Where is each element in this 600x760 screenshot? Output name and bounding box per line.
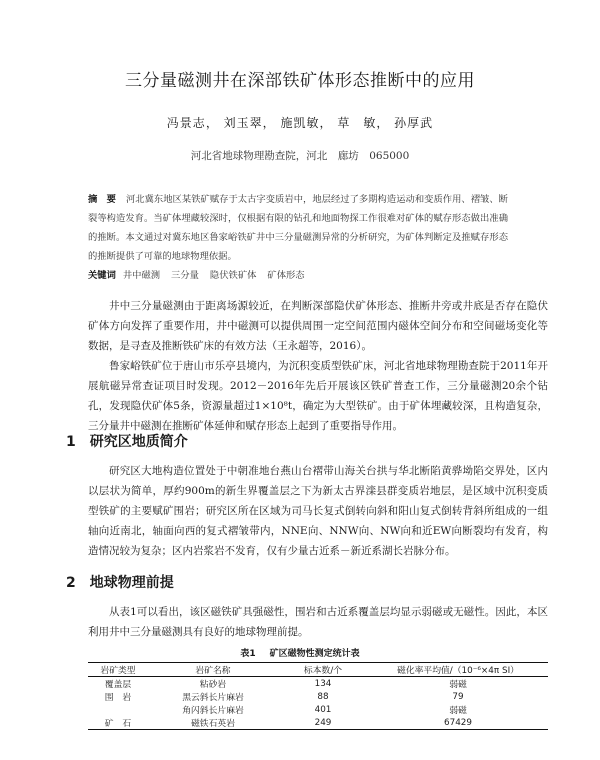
table-cell: 矿 石 (104, 719, 132, 729)
section-paragraph: 从表1可以看出，该区磁铁矿具强磁性，围岩和古近系覆盖层均显示弱磁或无磁性。因此，本区利用井中三分量磁测具有良好的地球物理前提。 (88, 606, 548, 638)
table-cell: 249 (314, 717, 332, 728)
section-paragraph: 研究区大地构造位置处于中朝准地台燕山台褶带山海关台拱与华北断陷黄骅坳陷交界处，区内以层状为简单，厚约900m的新生界覆盖层之下为新太古界滦县群变质岩地层，是区域中沉积变质型铁矿的主要赋矿围岩；研究区所在区域为司马长复式倒转向斜和阳山复式倒转背斜所组成的一组轴向近南北，轴面向西的复式褶皱带内，NNE向、NNW向、NW向和近EW向断裂均有发育，构造情况较为复杂；区内岩浆岩不发育，仅有少量古近系－新近系湖长岩脉分布。 (88, 465, 548, 557)
section-body (88, 461, 548, 561)
table-cell: 角闪斜长片麻岩 (182, 706, 244, 716)
section-title: 研究区地质简介 (89, 434, 188, 450)
table-row (88, 677, 548, 691)
abstract-label: 摘 要 (88, 194, 116, 205)
section-heading (66, 431, 188, 451)
section-number: 1 (66, 434, 76, 450)
introduction (88, 296, 548, 436)
table-cell (88, 703, 148, 716)
table-label: 表1 (240, 649, 256, 659)
table-row (88, 716, 548, 730)
intro-paragraph: 鲁家峪铁矿位于唐山市乐亭县境内，为沉积变质型铁矿床，河北省地球物理勘查院于2011年开展航磁异常查证项目时发现。2012－2016年先后开展该区铁矿普查工作，三分量磁测20余个钻孔，发现隐伏矿体5条，资源量超过1×10⁸t，确定为大型铁矿。由于矿体埋藏较深，且构造复杂，三分量井中磁测在推断矿体延伸和赋存形态上起到了重要指导作用。 (88, 360, 548, 432)
paper-title: 三分量磁测井在深部铁矿体形态推断中的应用 (125, 71, 475, 91)
table-header-cell: 岩矿名称 (195, 666, 231, 676)
table-cell: 磁铁石英岩 (191, 719, 235, 729)
affiliation: 河北省地球物理勘查院，河北 廊坊 065000 (190, 150, 410, 162)
table-row (88, 690, 548, 703)
keyword: 矿体形态 (267, 270, 305, 281)
section-body (88, 602, 548, 642)
table-cell: 弱磁 (449, 706, 467, 716)
author-name: 刘玉翠 (223, 116, 263, 130)
abstract-text: 河北冀东地区某铁矿赋存于太古字变质岩中，地层经过了多期构造运动和变质作用、褶皱、断裂等构造发育。当矿体埋藏较深时，仅根据有限的钻孔和地面物探工作很难对矿体的赋存形态做出准确的推断。本文通过对冀东地区鲁家峪铁矿井中三分量磁测异常的分析研究，为矿体判断定及推赋存形态的推断提供了可靠的地球物理依据。 (88, 194, 508, 262)
abstract (88, 190, 508, 266)
table-cell: 88 (317, 691, 329, 702)
keyword: 井中磁测 (122, 270, 161, 281)
author-name: 孙厚武 (394, 116, 434, 130)
table-header-cell: 岩矿类型 (100, 666, 136, 676)
table-row (88, 703, 548, 716)
table-cell: 401 (314, 704, 332, 715)
section-number: 2 (66, 575, 76, 591)
keywords-label: 关键词 (88, 270, 116, 281)
magnetic-property-table (88, 662, 548, 730)
table-cell: 67429 (444, 717, 472, 728)
table-header-cell: 标本数/个 (303, 666, 343, 676)
author-name: 冯景志 (166, 116, 206, 130)
table-cell: 围 岩 (104, 693, 132, 703)
table-cell: 粘砂岩 (199, 680, 227, 690)
table-header-row (88, 663, 548, 677)
keyword: 三分量 (171, 270, 199, 281)
table-cell: 134 (314, 678, 332, 689)
table-caption (0, 646, 600, 659)
author-list: 冯景志， 刘玉翠， 施凯敏， 草 敏， 孙厚武 (166, 116, 434, 130)
section-heading (66, 572, 174, 592)
table-cell: 黑云斜长片麻岩 (182, 693, 244, 703)
table-cell: 覆盖层 (104, 680, 132, 690)
keyword: 隐伏铁矿体 (209, 270, 257, 281)
table-cell: 79 (452, 691, 464, 702)
section-title: 地球物理前提 (89, 575, 174, 591)
author-name: 草 敏 (337, 116, 377, 130)
author-name: 施凯敏 (280, 116, 320, 130)
table-caption-text: 矿区磁物性测定统计表 (269, 649, 360, 659)
table-cell: 弱磁 (449, 680, 467, 690)
intro-paragraph: 井中三分量磁测由于距离场源较近，在判断深部隐伏矿体形态、推断井旁或井底是否存在隐伏矿体方向发挥了重要作用，井中磁测可以提供周围一定空间范围内磁体空间分布和空间磁场变化等数据，是寻查及推断铁矿床的有效方法（王永超等，2016）。 (88, 300, 548, 352)
keywords (88, 267, 508, 281)
table-header-cell: 磁化率平均值/（10⁻⁶×4π SI） (397, 666, 519, 676)
